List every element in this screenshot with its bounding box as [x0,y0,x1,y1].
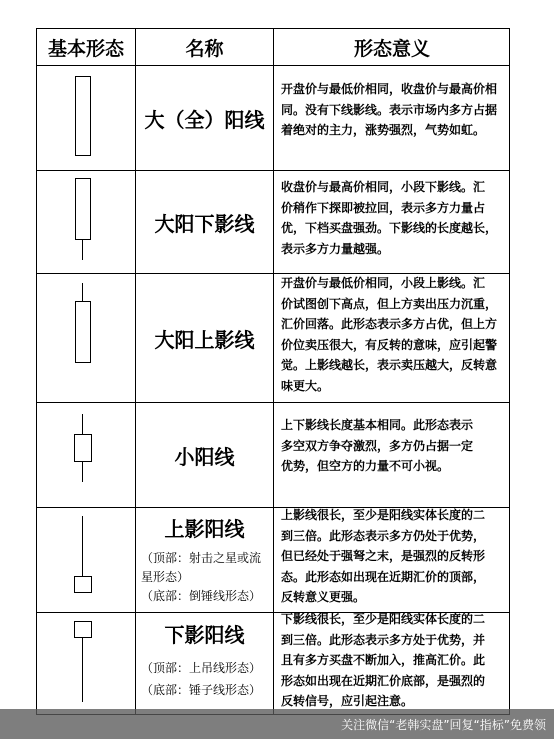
candle-lower-wick [82,462,83,482]
row-divider [37,170,509,171]
header-meaning: 形态意义 [353,37,430,60]
row-description: 下影线很长，至少是阳线实体长度的二 到三倍。此形态表示多方处于优势，并 且有多方买盘不断加入，推高汇价。此 形态如出现在近期汇价底部，是强烈的 反转信号，应引起注意。 [281,612,486,708]
row-description: 上下影线长度基本相同。此形态表示 多空双方争夺激烈，多方仍占据一定 优势，但空方的力量不可小视。 [281,418,474,473]
candle-body [74,621,92,638]
candle-lower-wick [82,638,83,702]
candle-upper-wick [82,516,83,576]
watermark-text: 关注微信“老韩实盘”回复“指标”免费领 [341,718,546,732]
candle-upper-wick [82,414,83,434]
row-description: 开盘价与最低价相同，收盘价与最高价相 同。没有下线影线。表示市场内多方占据 着绝对的主力，涨势强烈，气势如虹。 [281,82,498,137]
candle-body [75,301,91,363]
row-description: 上影线很长，至少是阳线实体长度的二 到三倍。此形态表示多方仍处于优势， 但已经处于强弩之末，是强烈的反转形 态。此形态如出现在近期汇价的顶部， 反转意义更强。 [281,508,486,604]
row-description: 收盘价与最高价相同，小段下影线。汇 价稍作下探即被拉回，表示多方力量占 优，下档买盘强劲。下影线的长度越长， 表示多方力量越强。 [281,180,498,256]
row-description: 开盘价与最低价相同，小段上影线。汇 价试图创下高点，但上方卖出压力沉重， 汇价回落。此形态表示多方占优，但上方 价位卖压很大，有反转的意味，应引起警 觉。上影线越长，表示卖压越大，反转意 味更大。 [281,276,498,393]
row-subnote: （顶部：射击之星或流 星形态） （底部：倒锤线形态） [141,551,262,603]
watermark-banner [0,709,554,739]
row-name: 小阳线 [174,444,235,469]
row-subnote: （顶部：上吊线形态） （底部：锤子线形态） [141,661,262,697]
header-name: 名称 [185,37,224,60]
candle-body [74,434,92,462]
row-name: 上影阳线 [164,516,245,541]
candle-body [75,76,91,156]
row-name: 大（全）阳线 [144,107,265,132]
candlestick-table [36,28,510,715]
row-divider [37,402,509,403]
candle-body [74,576,92,593]
candle-body [75,178,91,240]
candle-upper-wick [82,283,83,301]
row-divider [37,65,509,66]
row-name: 大阳下影线 [154,211,255,236]
row-name: 下影阳线 [164,622,245,647]
header-pattern: 基本形态 [47,37,124,60]
row-name: 大阳上影线 [154,327,255,352]
candle-lower-wick [82,240,83,260]
